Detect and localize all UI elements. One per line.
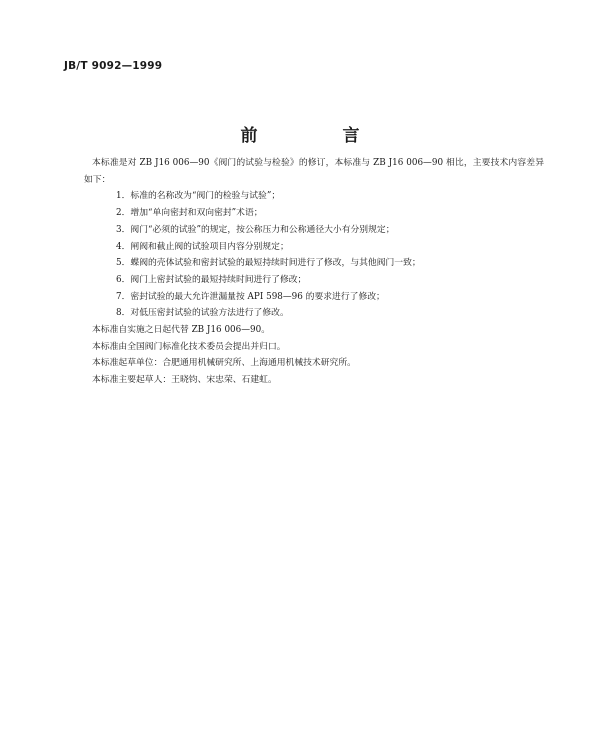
drafting-units: 本标准起草单位：合肥通用机械研究所、上海通用机械技术研究所。 (92, 358, 356, 369)
list-item: 3．阀门“必须的试验”的规定，按公称压力和公称通径大小有分别规定； (116, 224, 395, 235)
list-item: 5．蝶阀的壳体试验和密封试验的最短持续时间进行了修改，与其他阀门一致； (116, 258, 421, 269)
list-item: 2．增加“单向密封和双向密封”术语； (116, 208, 263, 219)
list-item: 6．阀门上密封试验的最短持续时间进行了修改； (116, 274, 307, 285)
drafters: 本标准主要起草人：王晓钧、宋忠荣、石建虹。 (92, 375, 277, 386)
changes-list (84, 188, 544, 322)
standard-code: JB/T 9092—1999 (64, 60, 163, 72)
list-item: 7．密封试验的最大允许泄漏量按 API 598—96 的要求进行了修改； (116, 291, 385, 302)
list-item: 4．闸阀和截止阀的试验项目内容分别规定； (116, 241, 289, 252)
page-title: 前 言 (240, 126, 394, 146)
intro-paragraph: 本标准是对 ZB J16 006—90《阀门的试验与检验》的修订，本标准与 ZB J16 006—90 相比，主要技术内容差异如下： (84, 158, 544, 185)
list-item: 1．标准的名称改为“阀门的检验与试验”； (116, 191, 281, 202)
replacement-statement: 本标准自实施之日起代替 ZB J16 006—90。 (92, 325, 271, 336)
proposer-statement: 本标准由全国阀门标准化技术委员会提出并归口。 (92, 341, 286, 352)
foreword-body (84, 155, 544, 389)
list-item: 8．对低压密封试验的试验方法进行了修改。 (116, 308, 289, 319)
